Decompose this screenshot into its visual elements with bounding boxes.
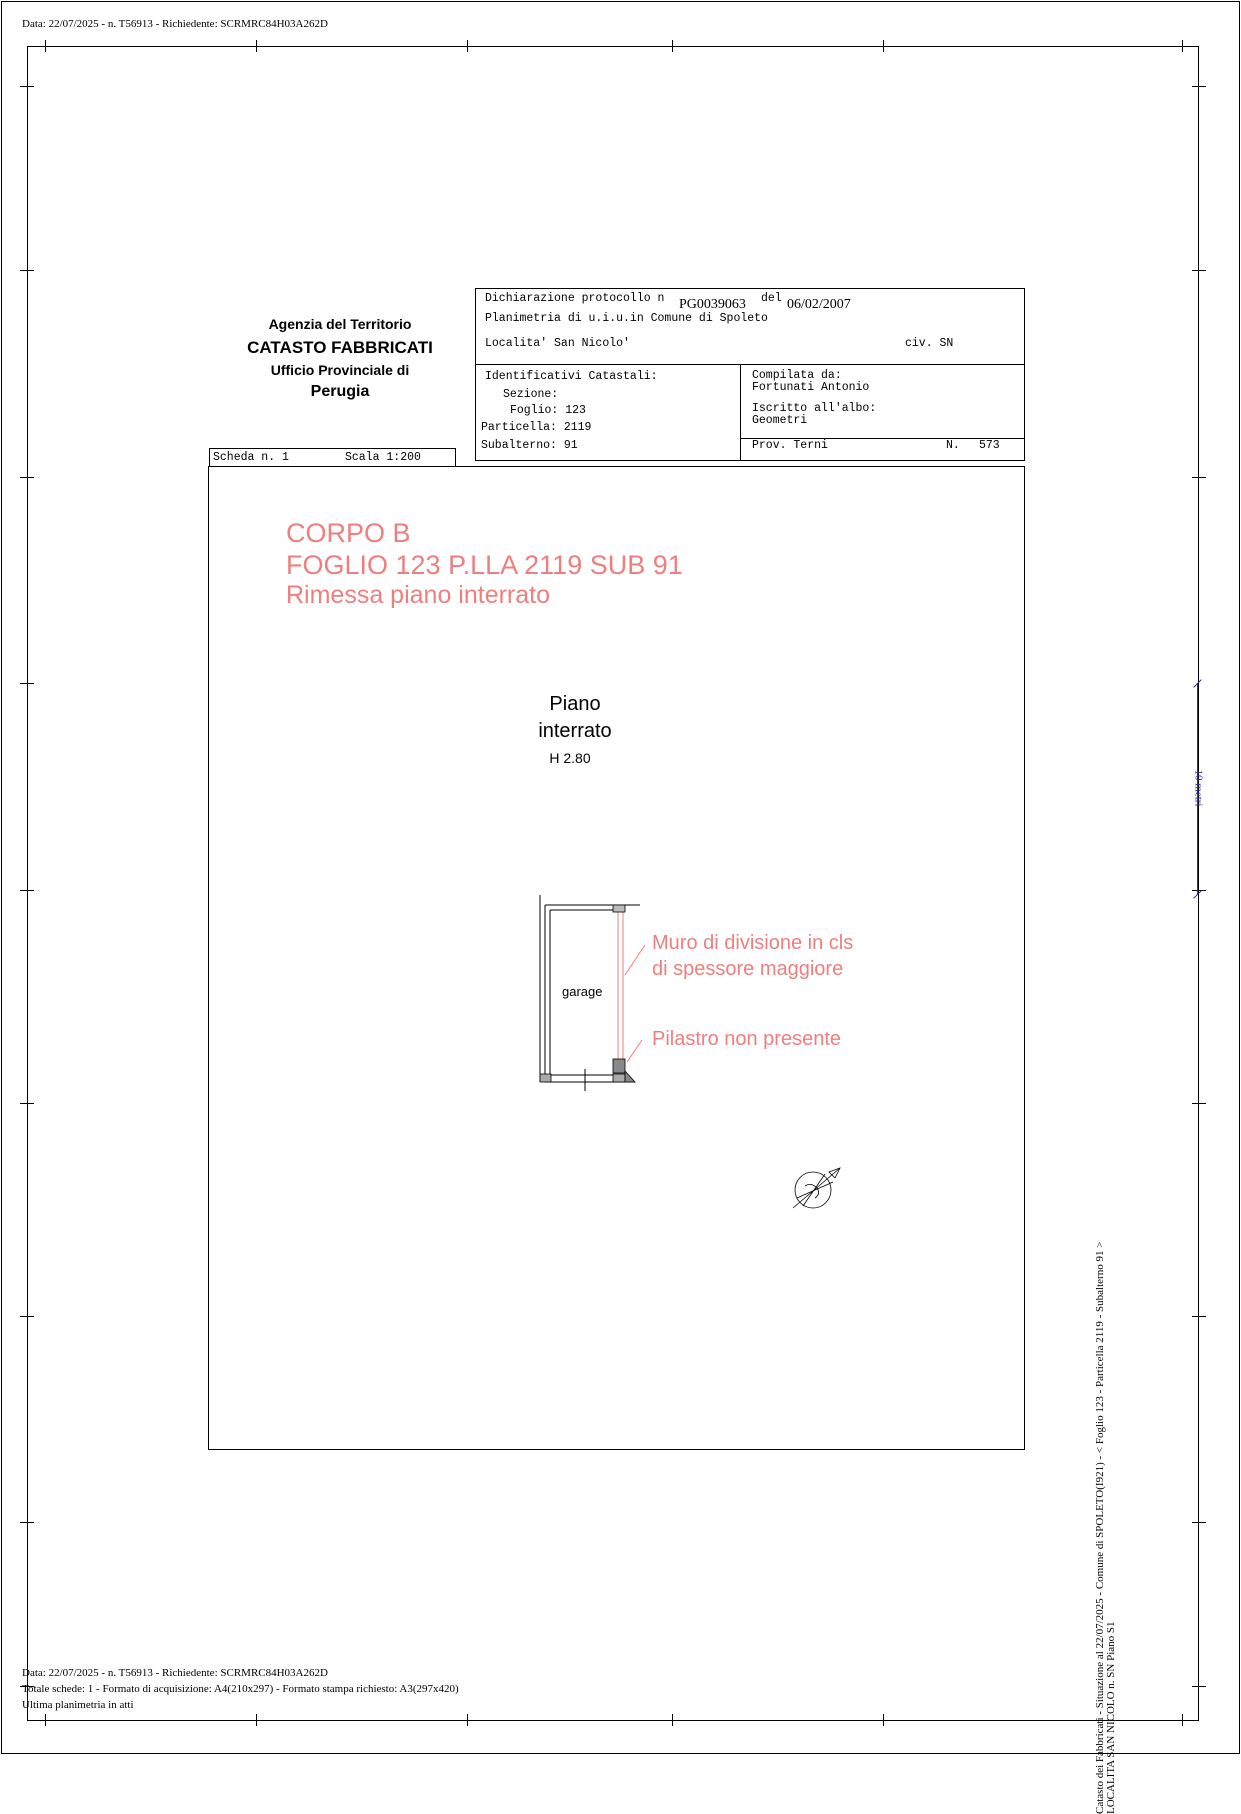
pillar-note: Pilastro non presente xyxy=(652,1028,842,1050)
subalterno-value: Subalterno: 91 xyxy=(481,439,578,452)
frame-tick xyxy=(45,40,46,52)
frame-tick xyxy=(20,1103,34,1104)
frame-tick xyxy=(883,1714,884,1726)
particella-value: Particella: 2119 xyxy=(481,421,592,434)
floor-label-line2: interrato xyxy=(538,720,612,742)
frame-tick xyxy=(20,270,34,271)
frame-tick xyxy=(256,40,257,52)
scheda-number: Scheda n. 1 xyxy=(213,451,289,464)
registration-number: 573 xyxy=(979,439,1000,452)
province: Prov. Terni xyxy=(752,439,828,452)
annotation-title-foglio: FOGLIO 123 P.LLA 2119 SUB 91 xyxy=(286,550,683,580)
identifiers-title: Identificativi Catastali: xyxy=(485,370,658,383)
office-city: Perugia xyxy=(310,383,370,400)
agency-name: Agenzia del Territorio xyxy=(268,316,412,332)
compiled-name: Fortunati Antonio xyxy=(752,381,870,394)
frame-tick xyxy=(20,477,34,478)
wall-note-line1: Muro di divisione in cls xyxy=(652,932,854,954)
room-label-garage: garage xyxy=(562,984,603,999)
office-label: Ufficio Provinciale di xyxy=(270,362,410,378)
sezione-label: Sezione: xyxy=(503,388,559,401)
frame-tick xyxy=(1192,1686,1206,1687)
del-label: del xyxy=(761,292,782,305)
frame-tick xyxy=(20,1522,34,1523)
catasto-title: CATASTO FABBRICATI xyxy=(247,338,433,357)
side-text-line1: Catasto dei Fabbricati - Situazione al 22/07/2025 - Comune di SPOLETO(I921) - < Foglio 123 - Particella 2119 - Subalterno 91 > xyxy=(1094,1241,1106,1814)
footer-line2: Totale schede: 1 - Formato di acquisizione: A4(210x297) - Formato stampa richiesto: A3(297x420) xyxy=(22,1683,459,1695)
frame-tick xyxy=(1192,270,1206,271)
frame-bottom-line xyxy=(27,1720,1199,1721)
frame-tick xyxy=(672,1714,673,1726)
frame-tick xyxy=(20,1316,34,1317)
foglio-value: Foglio: 123 xyxy=(510,404,586,417)
annotation-title-rimessa: Rimessa piano interrato xyxy=(286,581,551,609)
frame-left-line xyxy=(27,46,28,1721)
frame-tick xyxy=(1182,1714,1183,1726)
frame-tick xyxy=(467,40,468,52)
footer-line3: Ultima planimetria in atti xyxy=(22,1699,134,1711)
frame-tick xyxy=(467,1714,468,1726)
frame-tick xyxy=(20,86,34,87)
registration-n-label: N. xyxy=(946,439,960,452)
frame-tick xyxy=(20,890,34,891)
scale-bar-label: 10 metri xyxy=(1192,769,1205,807)
albo-value: Geometri xyxy=(752,414,808,427)
frame-tick xyxy=(672,40,673,52)
frame-tick xyxy=(20,683,34,684)
locality: Localita' San Nicolo' xyxy=(485,337,630,350)
compiled-label: Compilata da: xyxy=(752,369,842,382)
frame-tick xyxy=(256,1714,257,1726)
header-top-text: Data: 22/07/2025 - n. T56913 - Richiedente: SCRMRC84H03A262D xyxy=(22,18,328,30)
frame-tick xyxy=(1192,1316,1206,1317)
scheda-scale: Scala 1:200 xyxy=(345,451,421,464)
civic-number: civ. SN xyxy=(905,337,954,350)
frame-tick xyxy=(1192,1522,1206,1523)
floor-label-line1: Piano xyxy=(549,693,601,715)
frame-tick xyxy=(1192,477,1206,478)
albo-label: Iscritto all'albo: xyxy=(752,402,877,415)
frame-tick xyxy=(45,1714,46,1726)
annotation-title-corpo: CORPO B xyxy=(286,518,411,548)
frame-tick xyxy=(1192,1103,1206,1104)
floor-height: H 2.80 xyxy=(549,750,591,766)
frame-top-line xyxy=(27,46,1199,47)
frame-tick xyxy=(883,40,884,52)
frame-tick xyxy=(1182,40,1183,52)
wall-note-line2: di spessore maggiore xyxy=(652,958,844,980)
protocol-label: Dichiarazione protocollo n xyxy=(485,292,665,305)
protocol-number: PG0039063 xyxy=(679,297,746,312)
declaration-divider xyxy=(475,364,1024,365)
side-text-line2: LOCALITA SAN NICOLO n. SN Piano S1 xyxy=(1105,1621,1117,1814)
frame-tick xyxy=(1192,86,1206,87)
plan-line: Planimetria di u.i.u.in Comune di Spoleto xyxy=(485,312,768,325)
protocol-date: 06/02/2007 xyxy=(787,297,851,312)
footer-line1: Data: 22/07/2025 - n. T56913 - Richiedente: SCRMRC84H03A262D xyxy=(22,1667,328,1679)
frame-right-line xyxy=(1198,46,1199,1721)
declaration-vertical-divider xyxy=(740,364,741,460)
north-arrow-icon xyxy=(785,1160,845,1212)
